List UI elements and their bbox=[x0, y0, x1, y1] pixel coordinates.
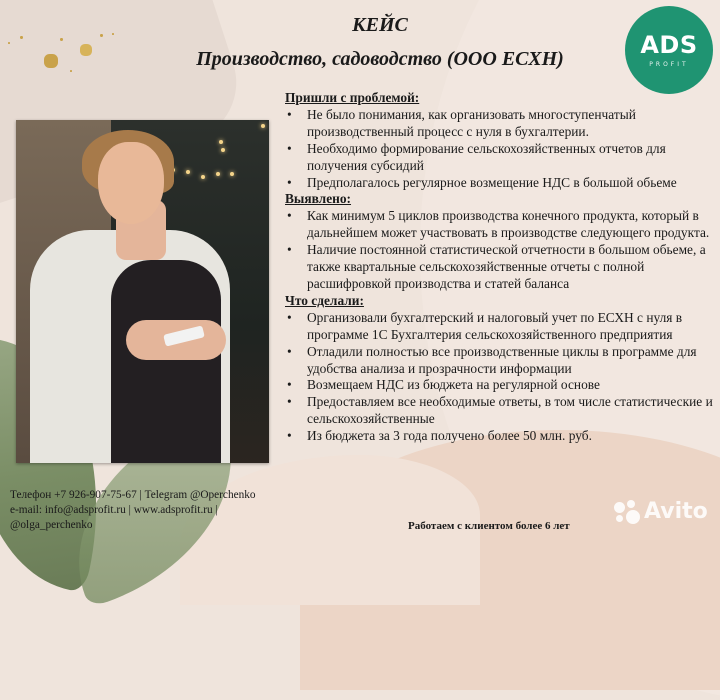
list-item: • Предоставляем все необходимые ответы, в том числе статистические и сельскохозяйственные bbox=[285, 394, 715, 428]
list-item: • Предполагалось регулярное возмещение НДС в большой обьеме bbox=[285, 175, 715, 192]
list-item: • Наличие постоянной статистической отчетности в большом обьеме, а также квартальные сельскохозяйственные отчеты с полной расшифровкой производства и статей баланса bbox=[285, 242, 715, 293]
case-content bbox=[285, 90, 715, 445]
section-title-problem: Пришли с проблемой: bbox=[285, 90, 420, 105]
list-item: • Возмещаем НДС из бюджета на регулярной основе bbox=[285, 377, 715, 394]
avito-watermark bbox=[614, 499, 708, 524]
contact-email-website[interactable]: e-mail: info@adsprofit.ru | www.adsprofit.ru | bbox=[10, 504, 218, 516]
avito-dots-icon bbox=[614, 500, 642, 524]
section-problem bbox=[285, 90, 715, 191]
logo-sub-text: PROFIT bbox=[649, 60, 689, 68]
logo-main-text: ADS bbox=[640, 30, 698, 59]
section-findings bbox=[285, 191, 715, 292]
portrait-photo bbox=[16, 120, 269, 463]
section-done bbox=[285, 293, 715, 445]
section-title-done: Что сделали: bbox=[285, 292, 364, 308]
list-item: • Организовали бухгалтерский и налоговый учет по ЕСХН с нуля в программе 1С Бухгалтерия сельскохозяйственного предприятия bbox=[285, 310, 715, 344]
list-item: • Из бюджета за 3 года получено более 50 млн. руб. bbox=[285, 428, 715, 445]
contact-phone-telegram[interactable]: Телефон +7 926-907-75-67 | Telegram @Operchenko bbox=[10, 489, 256, 501]
page-subtitle: Производство, садоводство (ООО ЕСХН) bbox=[196, 48, 564, 70]
contact-info bbox=[10, 488, 300, 533]
section-title-findings: Выявлено: bbox=[285, 191, 352, 207]
avito-text: Avito bbox=[644, 499, 708, 524]
list-item: • Необходимо формирование сельскохозяйственных отчетов для получения субсидий bbox=[285, 141, 715, 175]
client-duration-note: Работаем с клиентом более 6 лет bbox=[408, 520, 570, 532]
list-item: • Отладили полностью все производственные циклы в программе для удобства анализа и прозрачности информации bbox=[285, 344, 715, 378]
list-item: • Не было понимания, как организовать многоступенчатый производственный процесс с нуля в бухгалтерии. bbox=[285, 107, 715, 141]
ads-profit-logo bbox=[625, 6, 713, 94]
page-title: КЕЙС bbox=[352, 14, 408, 36]
contact-handle[interactable]: @olga_perchenko bbox=[10, 519, 93, 531]
list-item: • Как минимум 5 циклов производства конечного продукта, который в дальнейшем может участвовать в производстве следующего продукта. bbox=[285, 208, 715, 242]
